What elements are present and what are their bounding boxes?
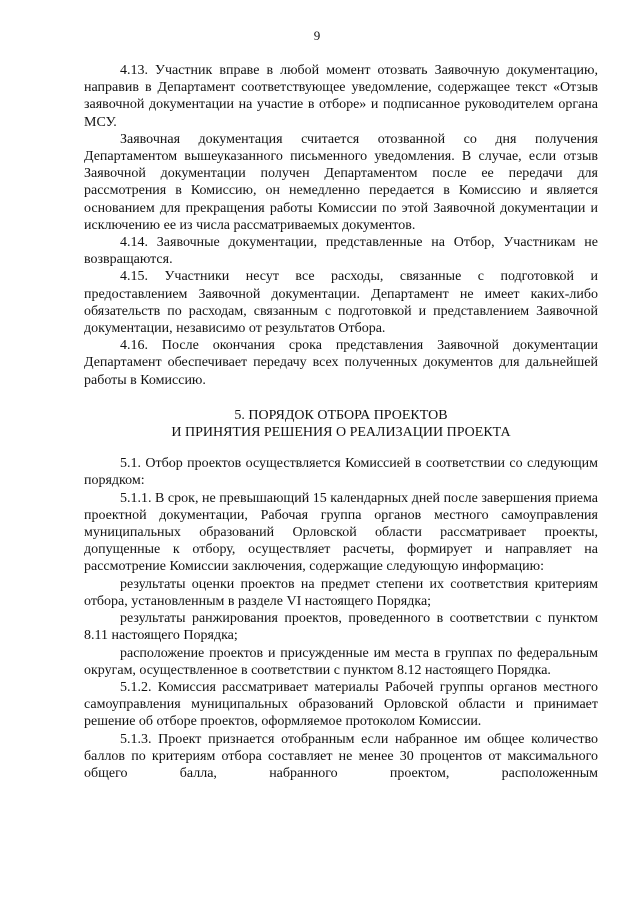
paragraph-5-1-3: 5.1.3. Проект признается отобранным если набранное им общее количество баллов по критериям отбора составляет не менее 30 процентов от максимального общего балла, набранного проектом, расположенным [84,731,598,781]
paragraph-5-1-2: 5.1.2. Комиссия рассматривает материалы Рабочей группы органов местного самоуправления муниципальных образований Орловской области и принимает решение об отборе проектов, оформляемое протоколом Комиссии. [84,679,598,730]
paragraph-4-14: 4.14. Заявочные документации, представленные на Отбор, Участникам не возвращаются. [84,235,598,268]
paragraph-5-1: 5.1. Отбор проектов осуществляется Комиссией в соответствии со следующим порядком: [84,456,598,489]
paragraph-revocation: Заявочная документация считается отозванной со дня получения Департаментом вышеуказанного письменного уведомления. В случае, если отзыв Заявочной документации получен Департаментом после ее передачи для рассмотрения в Комиссию, он немедленно передается в Комиссию и является основанием для прекращения работы Комиссии по этой Заявочной документации и исключению ее из числа рассматриваемых документов. [84,131,598,233]
paragraph-placement: расположение проектов и присужденные им места в группах по федеральным округам, осуществленное в соответствии с пунктом 8.12 настоящего Порядка. [84,645,598,678]
section-heading-line-1: 5. ПОРЯДОК ОТБОРА ПРОЕКТОВ [234,407,448,423]
paragraph-4-16: 4.16. После окончания срока представления Заявочной документации Департамент обеспечивает передачу всех полученных документов для дальнейшей работы в Комиссию. [84,338,598,388]
paragraph-4-15: 4.15. Участники несут все расходы, связанные с подготовкой и предоставлением Заявочной документации. Департамент не имеет каких-либо обязательств по расходам, связанным с подготовкой и представлением Заявочной документации, независимо от результатов Отбора. [84,269,598,337]
paragraph-criteria-results: результаты оценки проектов на предмет степени их соответствия критериям отбора, установленным в разделе VI настоящего Порядка; [84,576,598,609]
section-heading [84,407,598,441]
page-number: 9 [313,28,321,43]
paragraph-5-1-1: 5.1.1. В срок, не превышающий 15 календарных дней после завершения приема проектной документации, Рабочая группа органов местного самоуправления муниципальных образований Орловской области рассматривает проекты, допущенные к отбору, осуществляет расчеты, формирует и направляет на рассмотрение Комиссии заключения, содержащие следующую информацию: [84,490,598,575]
paragraph-4-13: 4.13. Участник вправе в любой момент отозвать Заявочную документацию, направив в Департамент соответствующее уведомление, содержащее текст «Отзыв заявочной документации на участие в отборе» и подписанное руководителем органа МСУ. [84,63,598,130]
document-body [84,62,598,782]
section-heading-line-2: И ПРИНЯТИЯ РЕШЕНИЯ О РЕАЛИЗАЦИИ ПРОЕКТА [171,425,511,441]
paragraph-ranking-results: результаты ранжирования проектов, проведенного в соответствии с пунктом 8.11 настоящего Порядка; [84,611,598,644]
